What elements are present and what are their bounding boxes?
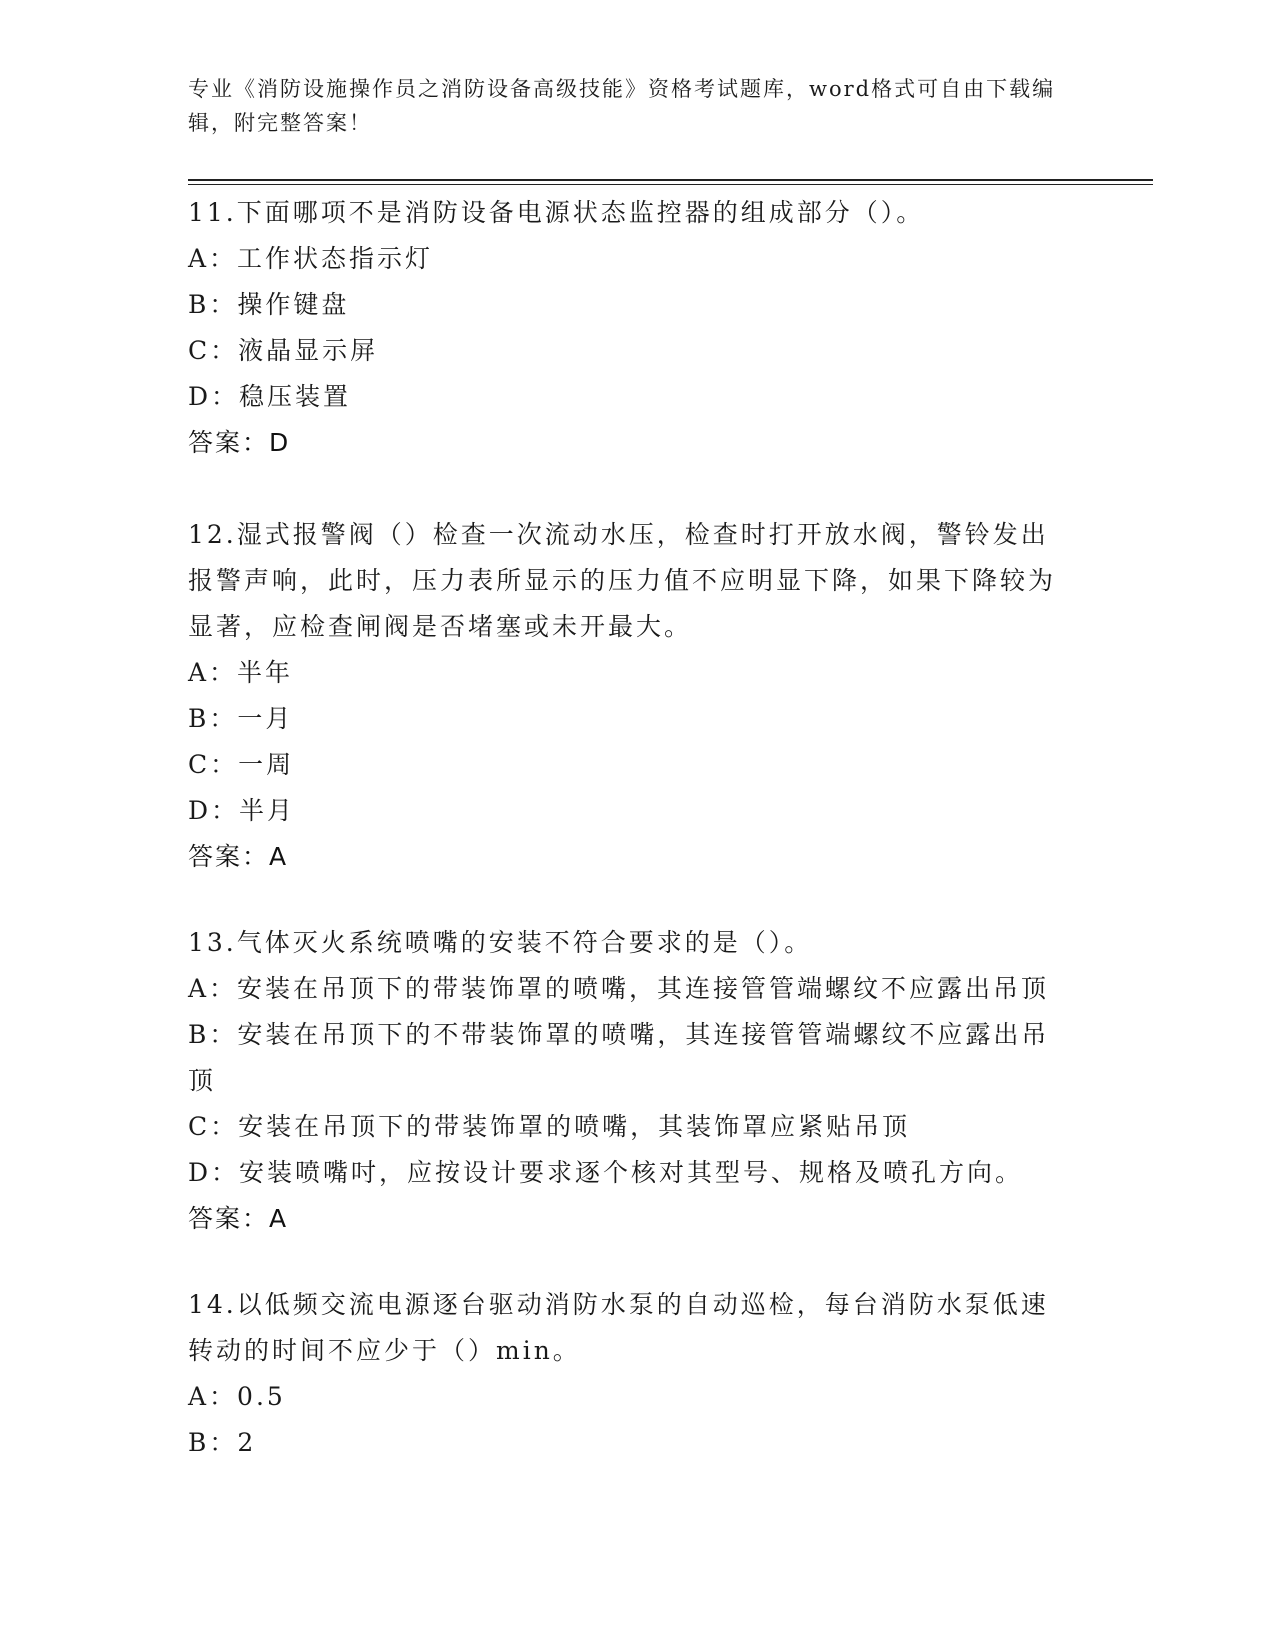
question-stem: 14.以低频交流电源逐台驱动消防水泵的自动巡检，每台消防水泵低速转动的时间不应少于（）min。 xyxy=(188,1290,1049,1365)
option-d: D：稳压装置 xyxy=(188,382,352,411)
option-d: D：安装喷嘴吋，应按设计要求逐个核对其型号、规格及喷孔方向。 xyxy=(188,1158,1024,1187)
option-a: A：安装在吊顶下的带装饰罩的喷嘴，其连接管管端螺纹不应露出吊顶 xyxy=(188,974,1050,1003)
answer: 答案：D xyxy=(188,428,291,457)
question-11 xyxy=(188,190,1068,466)
answer: 答案：A xyxy=(188,1204,289,1233)
option-c: C：安装在吊顶下的带装饰罩的喷嘴，其装饰罩应紧贴吊顶 xyxy=(188,1112,911,1141)
option-c: C：一周 xyxy=(188,750,295,779)
option-a: A：0.5 xyxy=(188,1382,286,1411)
option-a: A：半年 xyxy=(188,658,294,687)
question-13 xyxy=(188,920,1068,1242)
option-a: A：工作状态指示灯 xyxy=(188,244,434,273)
question-stem: 12.湿式报警阀（）检查一次流动水压，检查时打开放水阀，警铃发出报警声响，此时，压力表所显示的压力值不应明显下降，如果下降较为显著，应检查闸阀是否堵塞或未开最大。 xyxy=(188,520,1057,641)
option-b: B：一月 xyxy=(188,704,294,733)
option-b: B：安装在吊顶下的不带装饰罩的喷嘴，其连接管管端螺纹不应露出吊顶 xyxy=(188,1020,1050,1095)
option-b: B：2 xyxy=(188,1428,257,1457)
option-b: B：操作键盘 xyxy=(188,290,350,319)
option-c: C：液晶显示屏 xyxy=(188,336,379,365)
question-stem: 13.气体灭火系统喷嘴的安装不符合要求的是（）。 xyxy=(188,928,813,957)
page-header: 专业《消防设施操作员之消防设备高级技能》资格考试题库，word格式可自由下载编辑，附完整答案！ xyxy=(188,77,1056,135)
header-divider-thin xyxy=(188,184,1153,185)
question-12 xyxy=(188,512,1068,880)
option-d: D：半月 xyxy=(188,796,296,825)
answer: 答案：A xyxy=(188,842,289,871)
question-14 xyxy=(188,1282,1068,1466)
question-stem: 11.下面哪项不是消防设备电源状态监控器的组成部分（）。 xyxy=(188,198,925,227)
header-divider-thick xyxy=(188,179,1153,181)
